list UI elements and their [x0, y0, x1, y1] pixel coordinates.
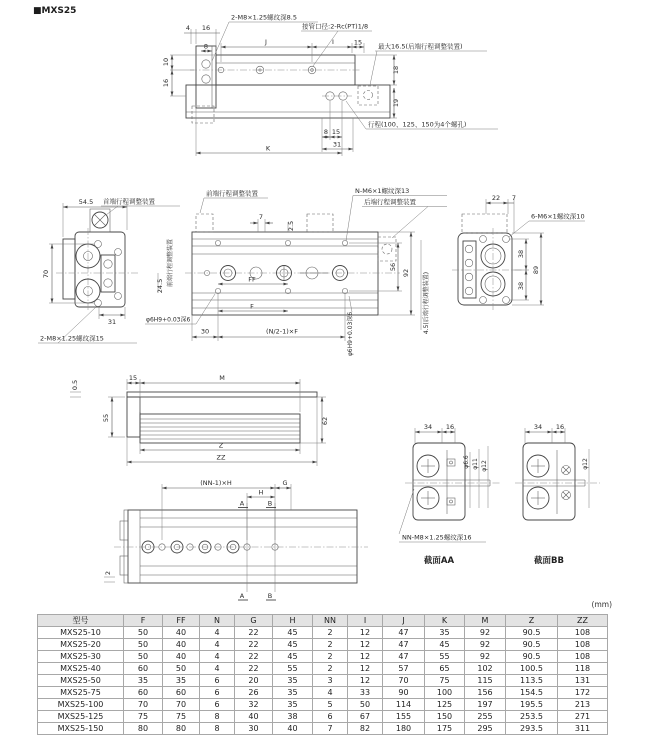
dimension-10-16: [162, 55, 214, 96]
model-cell: MXS25-30: [38, 651, 124, 663]
mounting-holes: [202, 60, 347, 100]
dim-cell: 125: [425, 699, 465, 711]
callout-dowel-hole: [145, 294, 215, 324]
dim-cell: 2: [313, 663, 348, 675]
table-row: [38, 663, 608, 675]
dim-label: 34: [533, 423, 543, 431]
dim-cell: 30: [235, 723, 273, 735]
col-header: J: [383, 615, 425, 627]
dim-label: 15: [331, 128, 341, 136]
dimension-2: [104, 571, 115, 582]
callout-head-adjuster: [101, 197, 180, 216]
dim-label: 24.5: [156, 278, 164, 294]
model-cell: MXS25-10: [38, 627, 124, 639]
dim-label: 16: [201, 24, 211, 32]
model-cell: MXS25-100: [38, 699, 124, 711]
dimension-table: [37, 614, 608, 735]
dim-cell: 80: [163, 723, 200, 735]
rear-adjuster-dashed: [378, 237, 396, 261]
side-plate: [463, 241, 476, 298]
dim-cell: 180: [383, 723, 425, 735]
dim-label: 89: [532, 265, 540, 275]
dim-cell: 2: [313, 651, 348, 663]
dim-cell: 67: [348, 711, 383, 723]
dim-cell: 92: [465, 639, 506, 651]
dim-cell: 293.5: [506, 723, 558, 735]
dim-label: φ6.6: [463, 455, 470, 469]
section-line-A: [238, 500, 248, 601]
dim-cell: 65: [425, 663, 465, 675]
dim-label: H: [258, 488, 264, 497]
dim-cell: 2: [313, 639, 348, 651]
dim-label: φ12: [481, 460, 488, 472]
end-block: [127, 397, 140, 437]
model-cell: MXS25-75: [38, 687, 124, 699]
dim-cell: 253.5: [506, 711, 558, 723]
dim-cell: 6: [313, 711, 348, 723]
dim-cell: 47: [383, 639, 425, 651]
dim-cell: 35: [124, 675, 163, 687]
dim-label: 22: [491, 194, 501, 202]
drawing-side-profile: [70, 374, 329, 466]
dim-cell: 22: [235, 651, 273, 663]
dim-label: 7: [511, 194, 517, 202]
dim-cell: 22: [235, 639, 273, 651]
section-line-B: [266, 500, 276, 601]
dim-cell: 12: [348, 627, 383, 639]
note-label: 后端行程调整装置: [364, 198, 416, 206]
dim-cell: 60: [124, 663, 163, 675]
dim-cell: 8: [200, 723, 235, 735]
dim-label: φ11: [472, 458, 479, 470]
dim-label: F: [250, 302, 254, 311]
callout-thread-NN: [399, 489, 486, 542]
dim-cell: 12: [348, 639, 383, 651]
dim-cell: 12: [348, 651, 383, 663]
dim-label: 4: [185, 24, 191, 32]
section-label: B: [267, 592, 273, 600]
dimension-Z-ZZ: [127, 397, 317, 466]
dim-cell: 50: [163, 663, 200, 675]
unit-note: (mm): [591, 600, 612, 609]
dim-label: Z: [218, 441, 224, 450]
dimension-18-19: [355, 55, 400, 118]
dimension-55-62: [102, 397, 329, 443]
dim-label: J: [265, 38, 267, 46]
table-row: [38, 639, 608, 651]
dim-cell: 12: [348, 663, 383, 675]
body-outline: [128, 510, 357, 583]
dim-cell: 40: [163, 627, 200, 639]
note-label: N-M6×1螺纹深13: [355, 187, 410, 195]
port-block: [101, 255, 115, 292]
side-plate: [63, 239, 75, 299]
table-top-strip: [127, 392, 317, 397]
drawing-plan-view: [145, 186, 447, 356]
col-header: FF: [163, 615, 200, 627]
col-header: K: [425, 615, 465, 627]
dim-label: G: [282, 479, 288, 487]
section-label: A: [239, 499, 245, 508]
dimension-34-16: [415, 423, 455, 443]
col-header: G: [235, 615, 273, 627]
dim-cell: 70: [163, 699, 200, 711]
dim-cell: 295: [465, 723, 506, 735]
dim-label: 2: [104, 570, 112, 576]
dim-label: 7: [258, 213, 264, 221]
table-row: [38, 651, 608, 663]
dim-label: 18: [392, 65, 400, 75]
dim-cell: 70: [124, 699, 163, 711]
dim-cell: 82: [348, 723, 383, 735]
dim-label: 34: [423, 423, 433, 431]
model-cell: MXS25-50: [38, 675, 124, 687]
dim-label: 8: [203, 42, 209, 51]
dim-label: 15: [353, 38, 363, 47]
table-row: [38, 699, 608, 711]
dim-label: 62: [321, 416, 329, 426]
dim-table-body: [38, 627, 608, 735]
dim-cell: 108: [558, 651, 608, 663]
callout-stroke: [346, 98, 498, 129]
dim-cell: 55: [425, 651, 465, 663]
col-header: ZZ: [558, 615, 608, 627]
callout-thread-15: [38, 307, 137, 343]
dim-cell: 100: [425, 687, 465, 699]
dim-cell: 33: [348, 687, 383, 699]
dim-cell: 35: [273, 675, 313, 687]
dim-label: 70: [42, 269, 50, 279]
dim-label: K: [265, 144, 271, 153]
dim-label: 19: [392, 98, 400, 108]
col-header: M: [465, 615, 506, 627]
dim-cell: 197: [465, 699, 506, 711]
dim-cell: 70: [383, 675, 425, 687]
dim-cell: 8: [200, 711, 235, 723]
note-label: 接管口径:2-Rc(PT)1/8: [302, 22, 369, 31]
dim-cell: 102: [465, 663, 506, 675]
dim-cell: 40: [273, 723, 313, 735]
body-outline: [75, 232, 125, 307]
dim-label: 56: [389, 262, 397, 272]
note-label: 前端行程调整装置: [167, 238, 174, 288]
dim-cell: 38: [273, 711, 313, 723]
dim-cell: 45: [273, 651, 313, 663]
front-bracket-dashed: [192, 106, 214, 123]
dim-cell: 271: [558, 711, 608, 723]
col-header: N: [200, 615, 235, 627]
dim-label: 10: [162, 57, 170, 67]
top-hole-row: [215, 240, 347, 245]
side-rotated-labels: [156, 239, 174, 293]
dimension-22-7: [486, 194, 516, 233]
dim-cell: 35: [273, 699, 313, 711]
dim-cell: 155: [383, 711, 425, 723]
dim-cell: 108: [558, 639, 608, 651]
dimension-34-16: [525, 423, 565, 443]
note-label: 6-M6×1螺纹深10: [531, 212, 585, 221]
dim-cell: 32: [235, 699, 273, 711]
drawing-right-end-view: [452, 194, 585, 312]
note-label: φ6H9+0.03深6: [146, 316, 191, 324]
dim-cell: 172: [558, 687, 608, 699]
dim-cell: 50: [124, 627, 163, 639]
dim-cell: 80: [124, 723, 163, 735]
dim-label: I: [332, 38, 334, 46]
table-row: [38, 675, 608, 687]
dim-cell: 45: [273, 627, 313, 639]
callout-dowel-hole-rotated: [346, 296, 354, 356]
dimension-30-pitch: [192, 294, 345, 341]
col-header: H: [273, 615, 313, 627]
dim-label: 54.5: [78, 198, 94, 206]
dim-cell: 75: [425, 675, 465, 687]
dim-cell: 20: [235, 675, 273, 687]
dimension-rear-4-5: [421, 240, 430, 334]
callout-front-adjuster: [200, 189, 268, 214]
dim-cell: 5: [313, 699, 348, 711]
dim-cell: 75: [163, 711, 200, 723]
dim-cell: 255: [465, 711, 506, 723]
dimension-70: [42, 244, 94, 303]
dimension-38-38-89: [509, 233, 544, 305]
dim-cell: 50: [124, 639, 163, 651]
dim-label: 55: [102, 413, 110, 423]
dim-cell: 50: [124, 651, 163, 663]
dim-cell: 4: [200, 651, 235, 663]
table-row: [38, 723, 608, 735]
dim-label: 31: [332, 140, 342, 149]
section-outline: [523, 443, 575, 520]
dimension-56-92: [349, 232, 415, 315]
dim-cell: 40: [163, 639, 200, 651]
note-label: 2-M8×1.25螺纹深15: [40, 334, 104, 343]
dim-cell: 2: [313, 627, 348, 639]
col-header: Z: [506, 615, 558, 627]
callout-thread: [212, 13, 318, 62]
dim-cell: 6: [200, 687, 235, 699]
dim-label: φ12: [582, 458, 589, 470]
dim-cell: 12: [348, 675, 383, 687]
dim-cell: 22: [235, 627, 273, 639]
body-outline: [458, 233, 512, 305]
dim-label: 0.5: [71, 379, 79, 391]
dim-cell: 57: [383, 663, 425, 675]
section-outline: [413, 443, 465, 520]
dimension-31: [99, 307, 125, 326]
dim-cell: 195.5: [506, 699, 558, 711]
rod-diameter-dims: [463, 446, 488, 508]
dim-cell: 92: [465, 651, 506, 663]
dim-label: 16: [555, 423, 565, 431]
dim-cell: 90.5: [506, 627, 558, 639]
dim-cell: 90.5: [506, 651, 558, 663]
note-label: 首端行程调整装置: [103, 197, 155, 206]
body-outline: [186, 85, 390, 118]
section-caption: 截面AA: [423, 556, 455, 566]
dim-cell: 90.5: [506, 639, 558, 651]
table-header-row: [38, 615, 608, 627]
dim-cell: 35: [425, 627, 465, 639]
model-cell: MXS25-20: [38, 639, 124, 651]
col-header: I: [348, 615, 383, 627]
dim-cell: 45: [273, 639, 313, 651]
dim-cell: 118: [558, 663, 608, 675]
dim-cell: 3: [313, 675, 348, 687]
dim-cell: 35: [273, 687, 313, 699]
dim-label: 30: [200, 327, 210, 336]
dim-cell: 35: [163, 675, 200, 687]
dim-cell: 175: [425, 723, 465, 735]
note-label: 行程(100、125、150为4个螺孔): [368, 120, 467, 129]
dim-cell: 113.5: [506, 675, 558, 687]
dim-cell: 4: [200, 639, 235, 651]
dim-cell: 90: [383, 687, 425, 699]
body-outline: [140, 414, 300, 443]
dim-cell: 47: [383, 627, 425, 639]
section-caption: 截面BB: [534, 556, 564, 566]
drawing-bottom-view: [104, 479, 368, 600]
dim-label: 38: [517, 281, 525, 291]
dim-cell: 311: [558, 723, 608, 735]
drawing-section-aa: [399, 423, 500, 566]
dim-cell: 40: [235, 711, 273, 723]
table-row: [38, 687, 608, 699]
dimension-0-5: [70, 380, 81, 397]
dimension-J-I-15: [221, 38, 364, 62]
dimension-4-16: [184, 24, 220, 53]
model-cell: MXS25-150: [38, 723, 124, 735]
col-header: F: [124, 615, 163, 627]
section-label: A: [239, 592, 245, 600]
dim-cell: 40: [163, 651, 200, 663]
dim-cell: 6: [200, 699, 235, 711]
note-label: 前端行程调整装置: [206, 189, 258, 198]
dim-label: 92: [402, 268, 410, 278]
workpiece-dashed: [307, 214, 333, 232]
dimension-8-15-31-K: [196, 101, 353, 156]
dimension-15-M: [127, 374, 300, 412]
dim-cell: 50: [348, 699, 383, 711]
dim-cell: 131: [558, 675, 608, 687]
callout-thread-M6: [346, 186, 447, 241]
rear-adjuster-dashed: [358, 86, 378, 105]
dim-cell: 108: [558, 627, 608, 639]
dimension-8: [201, 43, 212, 52]
col-header: NN: [313, 615, 348, 627]
rod-diameter-dim: [582, 449, 589, 508]
dim-label: M: [219, 374, 225, 382]
dim-label: 38: [517, 249, 525, 259]
dim-cell: 114: [383, 699, 425, 711]
dim-cell: 7: [313, 723, 348, 735]
dim-cell: 150: [425, 711, 465, 723]
dim-label: 16: [162, 78, 170, 88]
dim-cell: 60: [163, 687, 200, 699]
table-extended-dashed: [462, 214, 507, 233]
dimension-7: [250, 213, 273, 232]
dim-cell: 6: [200, 675, 235, 687]
dimension-2-5: [287, 221, 295, 232]
table-row: [38, 627, 608, 639]
dim-label: (N/2-1)×F: [266, 327, 298, 336]
dim-label: ZZ: [216, 453, 226, 462]
dim-cell: 26: [235, 687, 273, 699]
note-label: φ6H9+0.03深6: [347, 311, 354, 357]
model-cell: MXS25-40: [38, 663, 124, 675]
dim-label: (NN-1)×H: [200, 479, 232, 487]
drawing-top-view: [162, 13, 498, 157]
dim-cell: 22: [235, 663, 273, 675]
dim-label: FF: [248, 275, 256, 284]
dim-cell: 115: [465, 675, 506, 687]
dim-label: 4.5(后端行程调整装置): [423, 271, 430, 335]
dimension-pitch-G-H: [162, 479, 291, 540]
dim-label: 15: [128, 374, 138, 382]
dim-cell: 213: [558, 699, 608, 711]
dim-label: 2.5: [287, 220, 295, 232]
dim-cell: 60: [124, 687, 163, 699]
corner-holes: [480, 236, 510, 304]
note-label: 最大16.5(后端行程调整装置): [378, 42, 463, 51]
model-cell: MXS25-125: [38, 711, 124, 723]
dim-label: 16: [445, 423, 455, 431]
dim-cell: 100.5: [506, 663, 558, 675]
front-adjuster-dashed: [196, 214, 213, 232]
dim-label: 31: [107, 318, 117, 326]
callout-max: [370, 42, 487, 86]
col-header-model: 型号: [38, 615, 124, 627]
dim-cell: 47: [383, 651, 425, 663]
dim-cell: 55: [273, 663, 313, 675]
drawing-section-bb: [515, 423, 600, 566]
page-title: ■MXS25: [33, 6, 77, 16]
section-label: B: [267, 499, 273, 508]
dim-cell: 45: [425, 639, 465, 651]
dim-cell: 156: [465, 687, 506, 699]
table-row: [38, 711, 608, 723]
dim-cell: 75: [124, 711, 163, 723]
dim-cell: 4: [200, 627, 235, 639]
end-plate: [196, 46, 216, 108]
note-label: 2-M8×1.25螺纹深8.5: [231, 13, 297, 22]
dim-label: 8: [323, 128, 329, 136]
dim-cell: 154.5: [506, 687, 558, 699]
note-label: NN-M8×1.25螺纹深16: [402, 533, 472, 542]
dim-cell: 4: [200, 663, 235, 675]
dim-cell: 4: [313, 687, 348, 699]
dim-cell: 92: [465, 627, 506, 639]
